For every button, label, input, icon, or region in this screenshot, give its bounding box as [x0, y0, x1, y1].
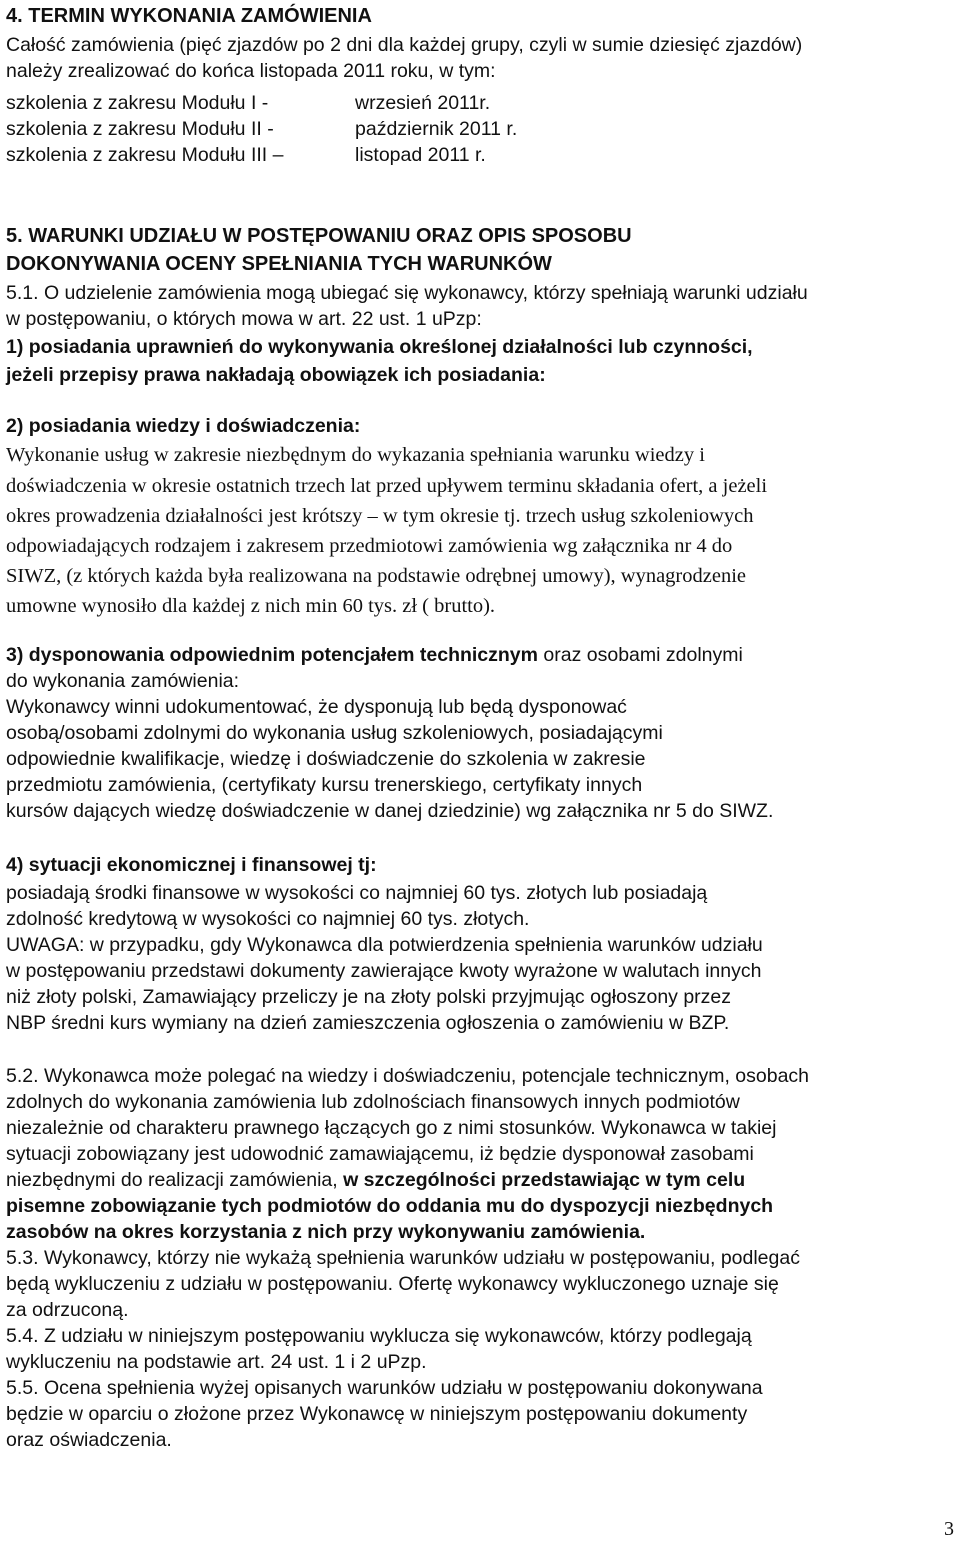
- condition-3-heading-rest: oraz osobami zdolnymi: [538, 644, 743, 666]
- condition-3-line: osobą/osobami zdolnymi do wykonania usług szkoleniowych, posiadającymi: [6, 722, 663, 744]
- condition-4-line: zdolność kredytową w wysokości co najmniej 60 tys. złotych.: [6, 908, 530, 930]
- condition-1-line-2: jeżeli przepisy prawa nakładają obowiązek ich posiadania:: [6, 364, 546, 386]
- warning-line: w postępowaniu przedstawi dokumenty zawierające kwoty wyrażone w walutach innych: [6, 960, 762, 982]
- condition-3-line: do wykonania zamówienia:: [6, 670, 240, 692]
- condition-2-heading: 2) posiadania wiedzy i doświadczenia:: [6, 415, 361, 437]
- condition-2-line: doświadczenia w okresie ostatnich trzech lat przed upływem terminu składania ofert, a jeżeli: [6, 475, 768, 497]
- section-4-intro-line-1: Całość zamówienia (pięć zjazdów po 2 dni dla każdej grupy, czyli w sumie dziesięć zjazdów): [6, 34, 803, 56]
- para-5-5-line: oraz oświadczenia.: [6, 1429, 172, 1451]
- condition-3-line: Wykonawcy winni udokumentować, że dysponują lub będą dysponować: [6, 696, 627, 718]
- para-5-1-line-1: 5.1. O udzielenie zamówienia mogą ubiegać się wykonawcy, którzy spełniają warunki udziału: [6, 282, 808, 304]
- schedule-module-1-label: szkolenia z zakresu Modułu I -: [6, 92, 269, 114]
- section-5-heading-line-2: DOKONYWANIA OCENY SPEŁNIANIA TYCH WARUNKÓW: [6, 253, 552, 275]
- para-5-3-line: będą wykluczeniu z udziału w postępowaniu. Ofertę wykonawcy wykluczonego uznaje się: [6, 1273, 779, 1295]
- condition-3-heading: [6, 643, 743, 667]
- condition-2-line: Wykonanie usług w zakresie niezbędnym do wykazania spełniania warunku wiedzy i: [6, 444, 705, 466]
- schedule-module-3-label: szkolenia z zakresu Modułu III –: [6, 144, 284, 166]
- warning-line: niż złoty polski, Zamawiający przeliczy je na złoty polski przyjmując ogłoszony przez: [6, 986, 732, 1008]
- para-5-3-line: 5.3. Wykonawcy, którzy nie wykażą spełnienia warunków udziału w postępowaniu, podlegać: [6, 1247, 800, 1269]
- section-4-heading: 4. TERMIN WYKONANIA ZAMÓWIENIA: [6, 5, 372, 27]
- para-5-2-normal-part: niezbędnymi do realizacji zamówienia,: [6, 1169, 344, 1191]
- para-5-4-line: 5.4. Z udziału w niniejszym postępowaniu wyklucza się wykonawców, którzy podlegają: [6, 1325, 752, 1347]
- page-number: 3: [944, 1518, 954, 1540]
- warning-line: NBP średni kurs wymiany na dzień zamieszczenia ogłoszenia o zamówieniu w BZP.: [6, 1012, 730, 1034]
- condition-1-line-1: 1) posiadania uprawnień do wykonywania określonej działalności lub czynności,: [6, 336, 753, 358]
- para-5-2-line-mixed: [6, 1168, 745, 1192]
- condition-3-heading-bold: 3) dysponowania odpowiednim potencjałem technicznym: [6, 644, 538, 666]
- para-5-2-line: zdolnych do wykonania zamówienia lub zdolnościach finansowych innych podmiotów: [6, 1091, 740, 1113]
- schedule-module-2-label: szkolenia z zakresu Modułu II -: [6, 118, 274, 140]
- condition-2-line: odpowiadających rodzajem i zakresem przedmiotowi zamówienia wg załącznika nr 4 do: [6, 535, 733, 557]
- para-5-2-bold-part: w szczególności przedstawiając w tym celu: [343, 1169, 746, 1191]
- schedule-module-2-date: październik 2011 r.: [355, 118, 518, 140]
- para-5-4-line: wykluczeniu na podstawie art. 24 ust. 1 i 2 uPzp.: [6, 1351, 427, 1373]
- para-5-2-bold-line: zasobów na okres korzystania z nich przy wykonywaniu zamówienia.: [6, 1221, 646, 1243]
- warning-line: UWAGA: w przypadku, gdy Wykonawca dla potwierdzenia spełnienia warunków udziału: [6, 934, 763, 956]
- section-5-heading-line-1: 5. WARUNKI UDZIAŁU W POSTĘPOWANIU ORAZ OPIS SPOSOBU: [6, 225, 632, 247]
- section-4-intro-line-2: należy zrealizować do końca listopada 2011 roku, w tym:: [6, 60, 496, 82]
- condition-2-line: umowne wynosiło dla każdej z nich min 60 tys. zł ( brutto).: [6, 595, 496, 617]
- para-5-3-line: za odrzuconą.: [6, 1299, 129, 1321]
- para-5-2-line: 5.2. Wykonawca może polegać na wiedzy i doświadczeniu, potencjale technicznym, osobach: [6, 1065, 810, 1087]
- para-5-5-line: 5.5. Ocena spełnienia wyżej opisanych warunków udziału w postępowaniu dokonywana: [6, 1377, 763, 1399]
- condition-2-line: SIWZ, (z których każda była realizowana na podstawie odrębnej umowy), wynagrodzenie: [6, 565, 746, 587]
- para-5-2-line: sytuacji zobowiązany jest udowodnić zamawiającemu, iż będzie dysponował zasobami: [6, 1143, 754, 1165]
- para-5-2-bold-line: pisemne zobowiązanie tych podmiotów do oddania mu do dyspozycji niezbędnych: [6, 1195, 774, 1217]
- condition-3-line: przedmiotu zamówienia, (certyfikaty kursu trenerskiego, certyfikaty innych: [6, 774, 643, 796]
- condition-4-line: posiadają środki finansowe w wysokości co najmniej 60 tys. złotych lub posiadają: [6, 882, 708, 904]
- schedule-module-3-date: listopad 2011 r.: [355, 144, 486, 166]
- condition-4-heading: 4) sytuacji ekonomicznej i finansowej tj:: [6, 854, 377, 876]
- schedule-module-1-date: wrzesień 2011r.: [355, 92, 491, 114]
- condition-3-line: odpowiednie kwalifikacje, wiedzę i doświadczenie do szkolenia w zakresie: [6, 748, 646, 770]
- para-5-2-line: niezależnie od charakteru prawnego łączących go z nimi stosunków. Wykonawca w takiej: [6, 1117, 777, 1139]
- condition-3-line: kursów dających wiedzę doświadczenie w danej dziedzinie) wg załącznika nr 5 do SIWZ.: [6, 800, 774, 822]
- para-5-1-line-2: w postępowaniu, o których mowa w art. 22 ust. 1 uPzp:: [6, 308, 482, 330]
- para-5-5-line: będzie w oparciu o złożone przez Wykonawcę w niniejszym postępowaniu dokumenty: [6, 1403, 748, 1425]
- condition-2-line: okres prowadzenia działalności jest krótszy – w tym okresie tj. trzech usług szkoleniowych: [6, 505, 754, 527]
